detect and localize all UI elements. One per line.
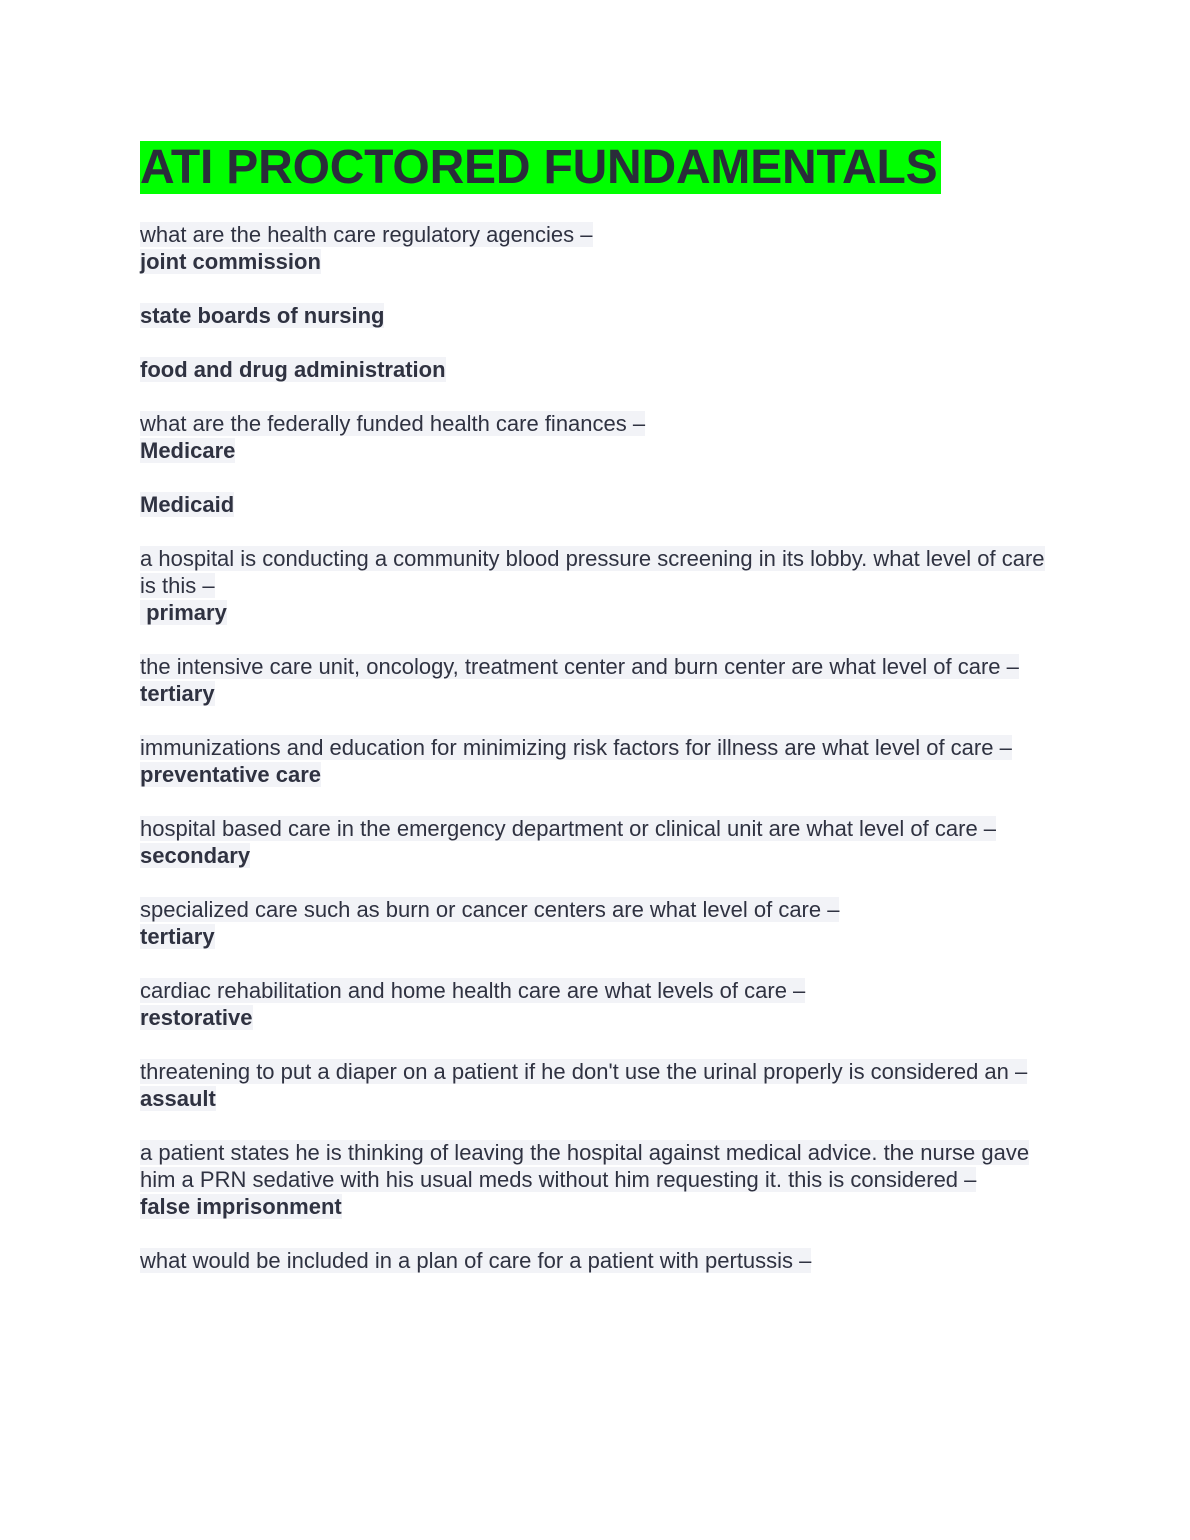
answer-text: tertiary	[140, 924, 215, 949]
qa-item	[140, 302, 1052, 329]
question-text: the intensive care unit, oncology, treatment center and burn center are what level of care –	[140, 654, 1019, 679]
qa-item	[140, 734, 1052, 788]
answer-text: assault	[140, 1086, 216, 1111]
answer-text: false imprisonment	[140, 1194, 342, 1219]
question-text: specialized care such as burn or cancer centers are what level of care –	[140, 897, 840, 922]
answer-text: Medicaid	[140, 492, 235, 517]
qa-item	[140, 815, 1052, 869]
document-page	[140, 141, 1052, 1301]
question-text: a patient states he is thinking of leaving the hospital against medical advice. the nurse gave him a PRN sedative with his usual meds without him requesting it. this is considered –	[140, 1140, 1030, 1192]
qa-item	[140, 356, 1052, 383]
qa-item	[140, 545, 1052, 626]
answer-text: joint commission	[140, 249, 321, 274]
answer-text: Medicare	[140, 438, 236, 463]
qa-item	[140, 491, 1052, 518]
question-text: what are the health care regulatory agencies –	[140, 222, 593, 247]
qa-item	[140, 977, 1052, 1031]
qa-item	[140, 410, 1052, 464]
answer-text: preventative care	[140, 762, 321, 787]
document-title: ATI PROCTORED FUNDAMENTALS	[140, 141, 941, 194]
qa-item	[140, 896, 1052, 950]
answer-text: state boards of nursing	[140, 303, 385, 328]
answer-text: tertiary	[140, 681, 215, 706]
question-text: what would be included in a plan of care for a patient with pertussis –	[140, 1248, 812, 1273]
qa-item	[140, 1139, 1052, 1220]
question-text: a hospital is conducting a community blood pressure screening in its lobby. what level of care is this –	[140, 546, 1045, 598]
answer-text: food and drug administration	[140, 357, 446, 382]
question-text: cardiac rehabilitation and home health care are what levels of care –	[140, 978, 806, 1003]
qa-item	[140, 221, 1052, 275]
question-text: immunizations and education for minimizing risk factors for illness are what level of care –	[140, 735, 1012, 760]
answer-text: primary	[140, 600, 227, 625]
qa-item	[140, 1058, 1052, 1112]
answer-text: restorative	[140, 1005, 253, 1030]
answer-text: secondary	[140, 843, 251, 868]
qa-item	[140, 1247, 1052, 1274]
question-text: hospital based care in the emergency department or clinical unit are what level of care –	[140, 816, 997, 841]
qa-item	[140, 653, 1052, 707]
question-text: threatening to put a diaper on a patient if he don't use the urinal properly is considered an –	[140, 1059, 1028, 1084]
question-text: what are the federally funded health care finances –	[140, 411, 646, 436]
